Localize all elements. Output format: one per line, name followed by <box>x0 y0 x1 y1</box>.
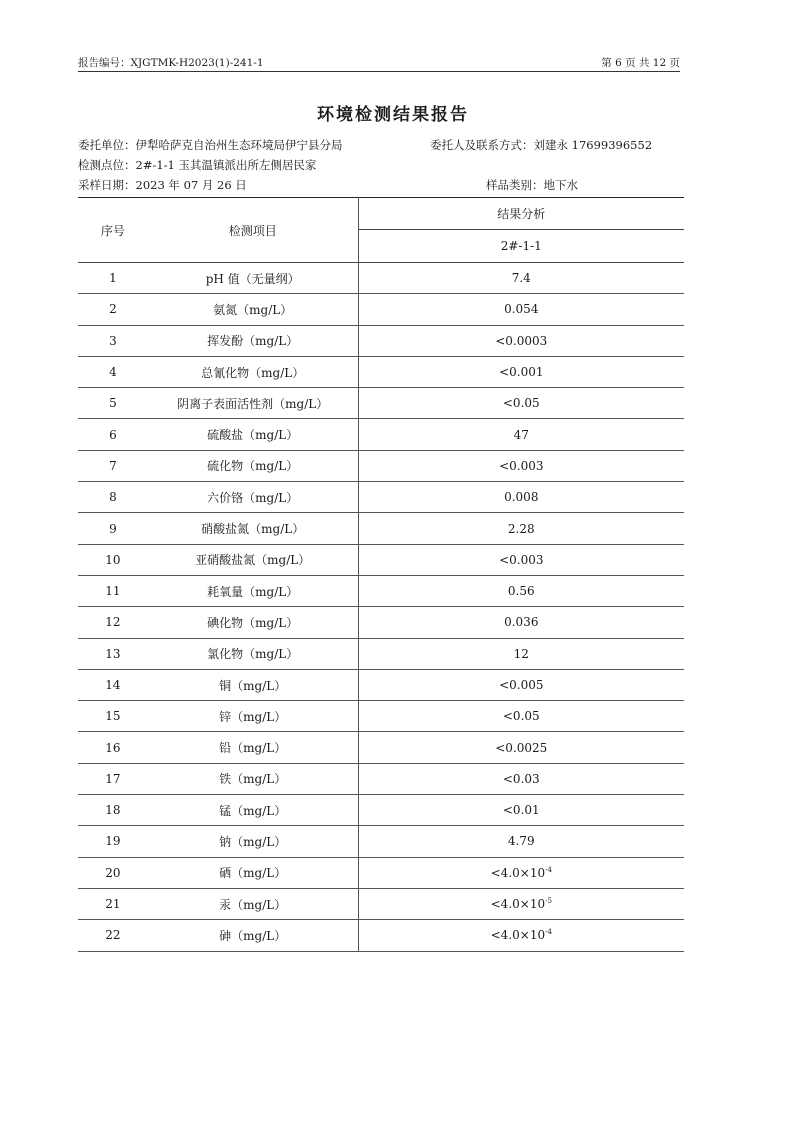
test-item: 锰（mg/L） <box>148 795 358 826</box>
row-number: 8 <box>78 482 148 513</box>
table-row <box>78 263 684 294</box>
test-item: 阴离子表面活性剂（mg/L） <box>148 388 358 419</box>
row-number: 16 <box>78 732 148 763</box>
result-base: <4.0×10 <box>490 928 546 943</box>
test-item: 硝酸盐氮（mg/L） <box>148 513 358 544</box>
col-header-result: 结果分析 <box>358 198 684 230</box>
test-item: 碘化物（mg/L） <box>148 607 358 638</box>
result-value: <0.003 <box>358 544 684 575</box>
result-value <box>358 888 684 919</box>
result-value: 4.79 <box>358 826 684 857</box>
row-number: 20 <box>78 857 148 888</box>
result-value: <0.0025 <box>358 732 684 763</box>
test-item: pH 值（无量纲） <box>148 263 358 294</box>
test-item: 六价铬（mg/L） <box>148 482 358 513</box>
test-item: 铜（mg/L） <box>148 669 358 700</box>
test-item: 亚硝酸盐氮（mg/L） <box>148 544 358 575</box>
report-number: 报告编号：XJGTMK-H2023(1)-241-1 <box>78 57 264 69</box>
row-number: 2 <box>78 294 148 325</box>
row-number: 9 <box>78 513 148 544</box>
table-row <box>78 294 684 325</box>
test-item: 硫化物（mg/L） <box>148 450 358 481</box>
row-number: 7 <box>78 450 148 481</box>
table-row <box>78 544 684 575</box>
row-number: 5 <box>78 388 148 419</box>
test-item: 耗氧量（mg/L） <box>148 575 358 606</box>
row-number: 1 <box>78 263 148 294</box>
row-number: 10 <box>78 544 148 575</box>
result-base: <4.0×10 <box>490 897 546 912</box>
table-row <box>78 701 684 732</box>
table-row <box>78 732 684 763</box>
result-value <box>358 920 684 951</box>
test-item: 总氰化物（mg/L） <box>148 356 358 387</box>
table-row <box>78 575 684 606</box>
row-number: 4 <box>78 356 148 387</box>
table-row <box>78 388 684 419</box>
row-number: 22 <box>78 920 148 951</box>
table-row <box>78 482 684 513</box>
page-header <box>78 55 680 72</box>
row-number: 12 <box>78 607 148 638</box>
table-row <box>78 826 684 857</box>
result-base: <4.0×10 <box>490 865 546 880</box>
sampling-location: 检测点位：2#-1-1 玉其温镇派出所左侧居民家 <box>78 158 317 172</box>
result-value: 47 <box>358 419 684 450</box>
row-number: 3 <box>78 325 148 356</box>
sample-type: 样品类别：地下水 <box>486 178 578 192</box>
row-number: 6 <box>78 419 148 450</box>
table-row <box>78 356 684 387</box>
result-value: <0.005 <box>358 669 684 700</box>
test-item: 砷（mg/L） <box>148 920 358 951</box>
row-number: 11 <box>78 575 148 606</box>
col-header-sample: 2#-1-1 <box>358 230 684 263</box>
test-item: 钠（mg/L） <box>148 826 358 857</box>
table-row <box>78 857 684 888</box>
test-item: 硒（mg/L） <box>148 857 358 888</box>
table-row <box>78 513 684 544</box>
result-value: 7.4 <box>358 263 684 294</box>
result-exponent: -4 <box>545 928 552 937</box>
results-body <box>78 263 684 952</box>
result-value <box>358 857 684 888</box>
test-item: 铅（mg/L） <box>148 732 358 763</box>
client-unit: 委托单位：伊犁哈萨克自治州生态环境局伊宁县分局 <box>78 138 343 152</box>
test-item: 挥发酚（mg/L） <box>148 325 358 356</box>
row-number: 13 <box>78 638 148 669</box>
table-row <box>78 607 684 638</box>
result-value: 2.28 <box>358 513 684 544</box>
client-contact: 委托人及联系方式：刘建永 17699396552 <box>430 138 653 152</box>
test-item: 硫酸盐（mg/L） <box>148 419 358 450</box>
table-row <box>78 638 684 669</box>
result-value: <0.003 <box>358 450 684 481</box>
table-row <box>78 920 684 951</box>
sampling-date: 采样日期：2023 年 07 月 26 日 <box>78 178 247 192</box>
table-row <box>78 325 684 356</box>
result-value: 0.054 <box>358 294 684 325</box>
result-value: <0.05 <box>358 388 684 419</box>
row-number: 17 <box>78 763 148 794</box>
result-value: 12 <box>358 638 684 669</box>
test-item: 铁（mg/L） <box>148 763 358 794</box>
table-row <box>78 763 684 794</box>
page-indicator: 第 6 页 共 12 页 <box>601 57 680 69</box>
test-item: 汞（mg/L） <box>148 888 358 919</box>
row-number: 14 <box>78 669 148 700</box>
test-item: 氨氮（mg/L） <box>148 294 358 325</box>
col-header-no: 序号 <box>78 198 148 263</box>
table-row <box>78 450 684 481</box>
col-header-item: 检测项目 <box>148 198 358 263</box>
result-value: 0.56 <box>358 575 684 606</box>
test-item: 氯化物（mg/L） <box>148 638 358 669</box>
result-value: <0.05 <box>358 701 684 732</box>
row-number: 15 <box>78 701 148 732</box>
test-item: 锌（mg/L） <box>148 701 358 732</box>
report-title: 环境检测结果报告 <box>317 105 469 125</box>
table-row <box>78 669 684 700</box>
table-row <box>78 795 684 826</box>
row-number: 18 <box>78 795 148 826</box>
result-value: <0.001 <box>358 356 684 387</box>
results-table <box>78 197 684 952</box>
result-value: <0.03 <box>358 763 684 794</box>
result-value: <0.01 <box>358 795 684 826</box>
row-number: 21 <box>78 888 148 919</box>
table-row <box>78 419 684 450</box>
result-value: <0.0003 <box>358 325 684 356</box>
result-value: 0.036 <box>358 607 684 638</box>
result-value: 0.008 <box>358 482 684 513</box>
table-row <box>78 888 684 919</box>
result-exponent: -4 <box>545 865 552 874</box>
row-number: 19 <box>78 826 148 857</box>
result-exponent: -5 <box>545 897 552 906</box>
